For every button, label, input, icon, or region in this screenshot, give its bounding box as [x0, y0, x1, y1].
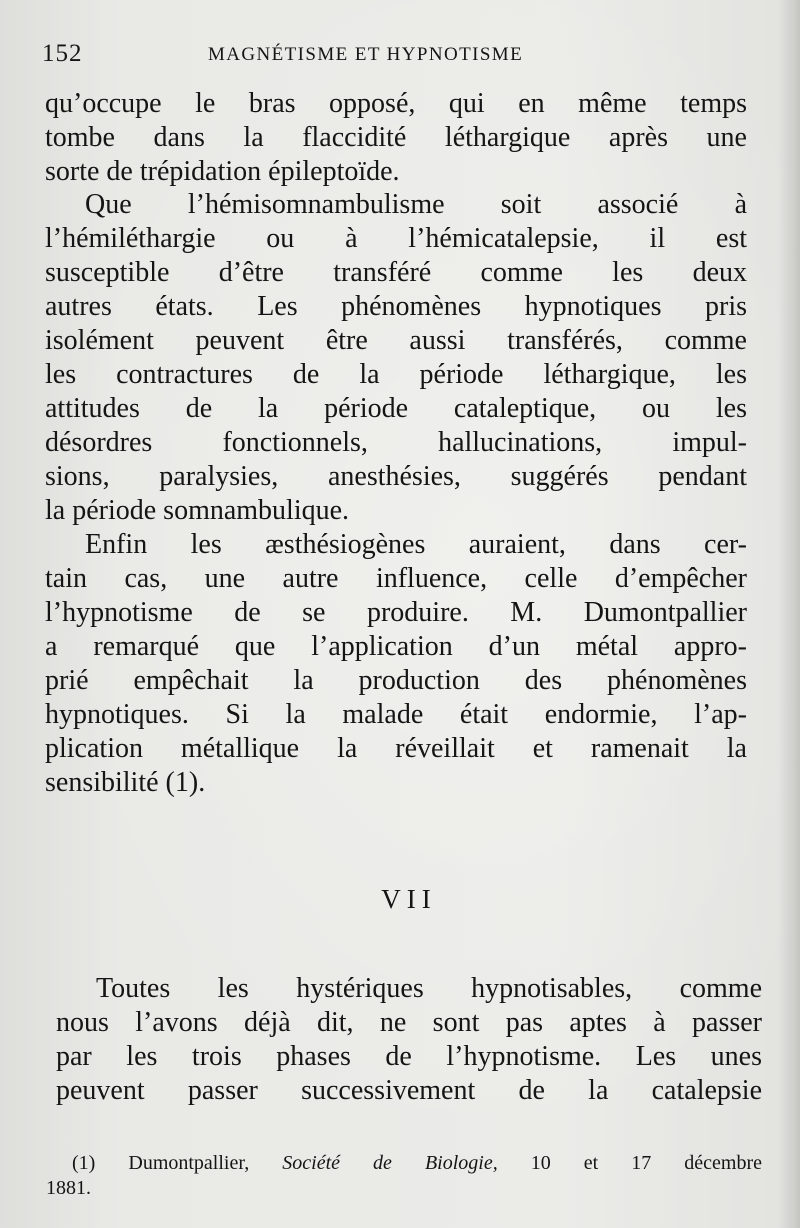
page-header [42, 40, 582, 76]
text-line: l’hypnotisme de se produire. M. Dumontpallier [45, 597, 747, 628]
footnote-marker: (1) [72, 1152, 96, 1174]
footnote-year: 1881. [46, 1177, 91, 1199]
footnote-author: Dumontpallier, [128, 1152, 250, 1174]
footnote-line [46, 1151, 762, 1176]
text-line: par les trois phases de l’hypnotisme. Les unes [56, 1041, 762, 1072]
text-line: les contractures de la période léthargique, les [45, 359, 747, 390]
text-line: désordres fonctionnels, hallucinations, impul- [45, 427, 747, 458]
paragraph-continuation [45, 87, 747, 189]
text-line: autres états. Les phénomènes hypnotiques pris [45, 291, 747, 322]
text-line: susceptible d’être transféré comme les deux [45, 257, 747, 288]
text-line: peuvent passer successivement de la catalepsie [56, 1075, 762, 1106]
section-heading: VII [381, 884, 437, 914]
text-line: hypnotiques. Si la malade était endormie, l’ap- [45, 699, 747, 730]
footnote-dates: 10 et 17 décembre [530, 1152, 763, 1174]
text-line: Que l’hémisomnambulisme soit associé à [85, 189, 747, 220]
page-edge-shadow [778, 0, 800, 1228]
text-line: sions, paralysies, anesthésies, suggérés pendant [45, 461, 747, 492]
paragraph-transfer [45, 188, 747, 528]
text-line: la période somnambulique. [45, 495, 350, 526]
text-line: plication métallique la réveillait et ramenait la [45, 733, 747, 764]
text-line: sensibilité (1). [45, 767, 206, 798]
footnote [46, 1151, 762, 1201]
text-line: nous l’avons déjà dit, ne sont pas aptes à passer [56, 1007, 762, 1038]
text-line: prié empêchait la production des phénomènes [45, 665, 747, 696]
text-line: tombe dans la flaccidité léthargique après une [45, 122, 747, 153]
text-line: attitudes de la période cataleptique, ou les [45, 393, 747, 424]
text-line: a remarqué que l’application d’un métal appro- [45, 631, 747, 662]
text-line: l’hémiléthargie ou à l’hémicatalepsie, il est [45, 223, 747, 254]
paragraph-aesthesiogenes [45, 528, 747, 800]
text-line: Enfin les æsthésiogènes auraient, dans cer- [85, 529, 747, 560]
text-line: isolément peuvent être aussi transférés, comme [45, 325, 747, 356]
running-title: MAGNÉTISME ET HYPNOTISME [208, 44, 524, 65]
section-paragraph [56, 972, 762, 1108]
text-line: tain cas, une autre influence, celle d’empêcher [45, 563, 747, 594]
text-line: sorte de trépidation épileptoïde. [45, 156, 400, 187]
text-line: qu’occupe le bras opposé, qui en même temps [45, 88, 747, 119]
page-number: 152 [42, 40, 83, 67]
text-line: Toutes les hystériques hypnotisables, comme [96, 973, 762, 1004]
footnote-source: Société de Biologie, [282, 1152, 498, 1174]
